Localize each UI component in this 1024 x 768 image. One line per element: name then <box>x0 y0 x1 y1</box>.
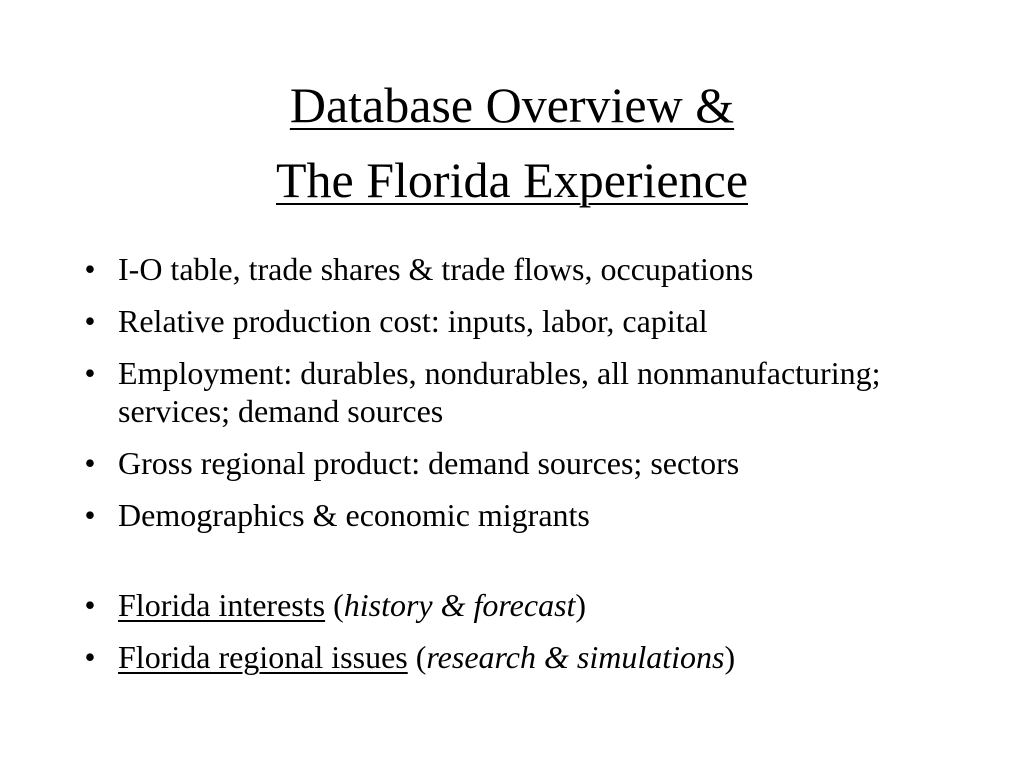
bullet-icon: • <box>84 355 96 391</box>
bullet-text: Relative production cost: inputs, labor, capital <box>118 303 708 339</box>
bullet-icon: • <box>84 587 96 623</box>
bullet-icon: • <box>84 303 96 339</box>
link-note: history & forecast <box>343 587 576 623</box>
florida-regional-issues-link[interactable]: Florida regional issues <box>118 639 408 675</box>
open-paren: ( <box>325 587 344 623</box>
link-item-florida-interests <box>80 586 980 624</box>
bullet-text: Employment: durables, nondurables, all nonmanufacturing; services; demand sources <box>118 355 881 429</box>
bullet-text: I-O table, trade shares & trade flows, occupations <box>118 251 754 287</box>
title-line-1: Database Overview & <box>289 77 735 133</box>
bullet-text: Demographics & economic migrants <box>118 497 590 533</box>
bullet-item <box>80 250 980 288</box>
bullet-item <box>80 444 980 482</box>
close-paren: ) <box>575 587 587 623</box>
bullet-list <box>80 250 980 690</box>
bullet-icon: • <box>84 497 96 533</box>
link-note: research & simulations <box>426 639 725 675</box>
close-paren: ) <box>724 639 736 675</box>
bullet-text: Gross regional product: demand sources; sectors <box>118 445 740 481</box>
florida-interests-link[interactable]: Florida interests <box>118 587 326 623</box>
bullet-item <box>80 496 980 534</box>
bullet-icon: • <box>84 445 96 481</box>
open-paren: ( <box>407 639 427 675</box>
slide-title <box>0 68 1024 218</box>
bullet-item <box>80 354 980 430</box>
title-line-2: The Florida Experience <box>275 152 749 208</box>
bullet-icon: • <box>84 251 96 287</box>
bullet-item <box>80 302 980 340</box>
bullet-icon: • <box>84 639 96 675</box>
link-item-florida-regional-issues <box>80 638 980 676</box>
